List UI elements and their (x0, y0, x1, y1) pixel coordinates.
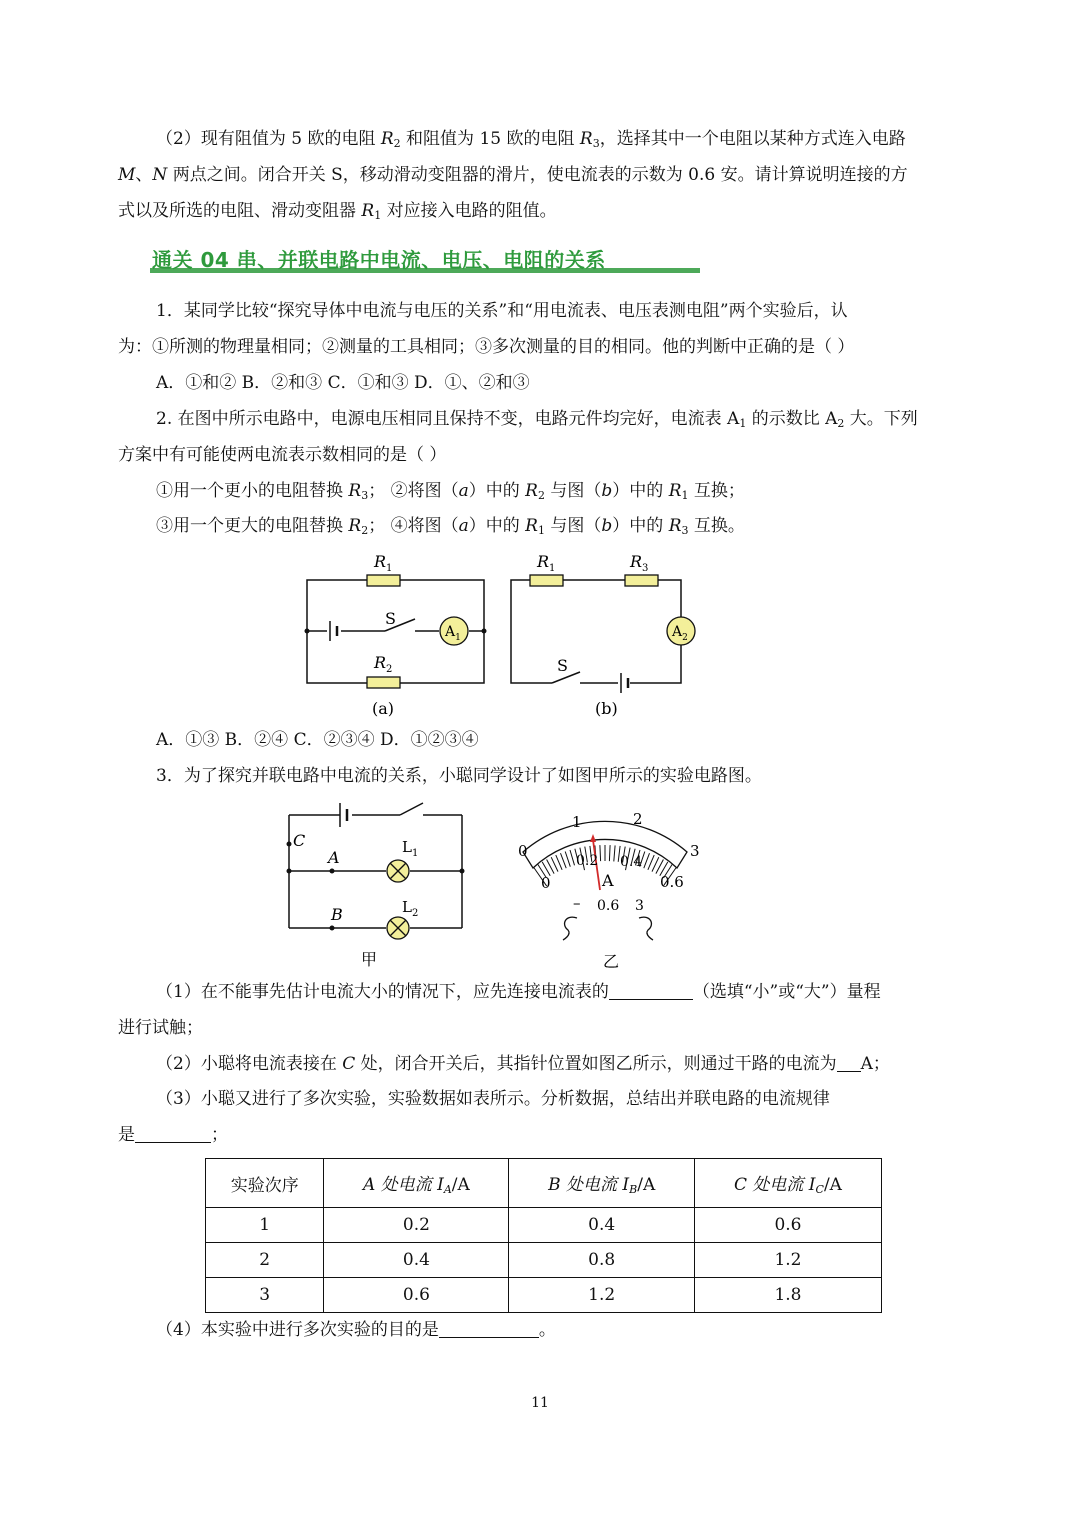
q2-option-3-4: ③用一个更大的电阻替换 $R_2$； ④将图（a）中的 $R_1$ 与图（b）中的 $R_3$ 互换。 (156, 516, 745, 537)
q3-ammeter-dial (505, 800, 715, 975)
circuit-a-resistor-r1 (367, 575, 400, 586)
q3-caption-jia: 甲 (361, 950, 378, 969)
circuit-b-switch-label: S (557, 656, 568, 675)
q3-point-a (330, 869, 335, 874)
dial-top-0: 0 (518, 842, 528, 860)
circuit-b-r3-label: $R_3$ (630, 552, 649, 574)
q1-line-1: 1．某同学比较“探究导体中电流与电压的关系”和“用电流表、电压表测电阻”两个实验后，认 (156, 301, 848, 321)
table-header-cell: C 处电流 $I_C/A$ (694, 1159, 881, 1208)
q3-answer-blank-1[interactable] (609, 981, 693, 1000)
table-cell: 0.4 (324, 1243, 509, 1278)
table-cell: 2 (206, 1243, 324, 1278)
q3-part-1-line-1: （1）在不能事先估计电流大小的情况下，应先连接电流表的 （选填“小”或“大”）量程 (156, 982, 881, 1002)
circuit-a-ammeter-label: $A_1$ (445, 624, 461, 643)
circuit-b-resistor-r1 (530, 575, 563, 586)
terminal-wire-minus (563, 917, 577, 940)
dial-unit-letter: A (602, 871, 614, 890)
table-cell: 1.2 (509, 1278, 695, 1313)
circuit-a-switch-label: S (385, 609, 396, 628)
q3-label-a: A (328, 848, 340, 867)
q3-label-b: B (331, 905, 343, 924)
table-cell: 1 (206, 1208, 324, 1243)
dial-tick (614, 845, 615, 861)
dial-bottom-0-4: 0.4 (620, 854, 643, 870)
circuit-a-node-left (305, 629, 310, 634)
table-cell: 0.2 (324, 1208, 509, 1243)
q3-caption-yi: 乙 (603, 952, 620, 971)
table-cell: 1.8 (694, 1278, 881, 1313)
q3-part-4: （4）本实验中进行多次实验的目的是 。 (156, 1320, 556, 1340)
terminal-0-6: 0.6 (597, 898, 620, 914)
q2-line-1: 2. 在图中所示电路中，电源电压相同且保持不变，电路元件均完好，电流表 $A_1$ 的示数比 $A_2$ 大。下列 (156, 409, 918, 430)
q3-data-table (205, 1158, 882, 1313)
q2-option-1-2: ①用一个更小的电阻替换 $R_3$； ②将图（a）中的 $R_2$ 与图（b）中的 $R_1$ 互换； (156, 481, 745, 502)
q1-options: A．①和② B．②和③ C．①和③ D．①、②和③ (156, 373, 530, 393)
circuit-b-ammeter-label: $A_2$ (672, 624, 688, 643)
dial-tick (556, 855, 562, 870)
table-row (206, 1208, 882, 1243)
circuit-a-caption: (a) (372, 699, 395, 718)
q3-label-l2: $L_2$ (402, 898, 419, 919)
table-header-cell: 实验次序 (206, 1159, 324, 1208)
terminal-3: 3 (635, 898, 644, 914)
dial-tick (609, 845, 610, 861)
q3-answer-blank-4[interactable] (439, 1319, 539, 1338)
dial-bottom-0-2: 0.2 (576, 853, 599, 869)
circuit-a-resistor-r2 (367, 677, 400, 688)
circuit-a-node-right (482, 629, 487, 634)
q3-answer-blank-2[interactable] (837, 1053, 861, 1072)
q3-point-c (287, 842, 292, 847)
dial-bottom-0: 0 (541, 874, 551, 892)
table-header-cell: A 处电流 $I_A/A$ (324, 1159, 509, 1208)
dial-top-2: 2 (633, 810, 643, 828)
q3-point-b (330, 926, 335, 931)
table-row (206, 1243, 882, 1278)
dial-tick (565, 852, 570, 867)
dial-tick (648, 855, 654, 870)
q3-part-1-line-2: 进行试触； (118, 1018, 203, 1038)
dial-tick (600, 845, 601, 861)
table-cell: 0.6 (324, 1278, 509, 1313)
table-cell: 0.4 (509, 1208, 695, 1243)
q2-options: A．①③ B．②④ C．②③④ D．①②③④ (156, 730, 479, 750)
q3-label-c: C (293, 831, 306, 850)
table-cell: 0.6 (694, 1208, 881, 1243)
q2-line-2: 方案中有可能使两电流表示数相同的是（ ） (118, 445, 447, 465)
terminal-minus: – (573, 894, 581, 912)
q2-circuit-figure (290, 545, 710, 725)
circuit-b-resistor-r3 (625, 575, 658, 586)
dial-top-3: 3 (690, 842, 700, 860)
q3-part-3-line-2: 是 ； (118, 1125, 228, 1145)
terminal-wire-3 (639, 917, 653, 940)
q3-label-l1: $L_1$ (402, 838, 419, 859)
circuit-a-r2-label: $R_2$ (374, 653, 393, 675)
q3-answer-blank-3[interactable] (135, 1124, 211, 1143)
dial-top-1: 1 (572, 813, 582, 831)
dial-tick (570, 850, 575, 865)
table-cell: 0.8 (509, 1243, 695, 1278)
q3-switch (400, 803, 423, 815)
dial-bottom-0-6: 0.6 (660, 873, 684, 891)
dial-tick (561, 853, 567, 868)
dial-tick (644, 853, 650, 868)
q3-part-2: （2）小聪将电流表接在 C 处，闭合开关后，其指针位置如图乙所示，则通过干路的电流为 A； (156, 1054, 890, 1074)
prev-question-line-1: （2）现有阻值为 5 欧的电阻 $R_2$ 和阻值为 15 欧的电阻 $R_3$，选择其中一个电阻以某种方式连入电路 (156, 129, 906, 150)
circuit-b-wire-loop (511, 580, 681, 683)
q3-lamp-l1 (387, 860, 409, 882)
page-number: 11 (531, 1395, 549, 1411)
circuit-b-r1-label: $R_1$ (537, 552, 556, 574)
prev-question-line-3: 式以及所选的电阻、滑动变阻器 $R_1$ 对应接入电路的阻值。 (118, 201, 557, 222)
q3-lamp-l2 (387, 917, 409, 939)
section-title: 通关 04 串、并联电路中电流、电压、电阻的关系 (152, 248, 606, 272)
q3-parallel-circuit (280, 800, 480, 975)
circuit-a-r1-label: $R_1$ (374, 552, 393, 574)
table-cell: 3 (206, 1278, 324, 1313)
q3-intro: 3．为了探究并联电路中电流的关系，小聪同学设计了如图甲所示的实验电路图。 (156, 766, 762, 786)
table-row (206, 1278, 882, 1313)
q3-part-3-line-1: （3）小聪又进行了多次实验，实验数据如表所示。分析数据，总结出并联电路的电流规律 (156, 1089, 830, 1109)
prev-question-line-2: M、N 两点之间。闭合开关 S，移动滑动变阻器的滑片，使电流表的示数为 0.6 安。请计算说明连接的方 (118, 165, 908, 185)
q1-line-2: 为：①所测的物理量相同；②测量的工具相同；③多次测量的目的相同。他的判断中正确的是（ ） (118, 337, 855, 357)
table-header-row (206, 1159, 882, 1208)
table-cell: 1.2 (694, 1243, 881, 1278)
circuit-b-caption: (b) (595, 699, 618, 718)
table-header-cell: B 处电流 $I_B/A$ (509, 1159, 695, 1208)
